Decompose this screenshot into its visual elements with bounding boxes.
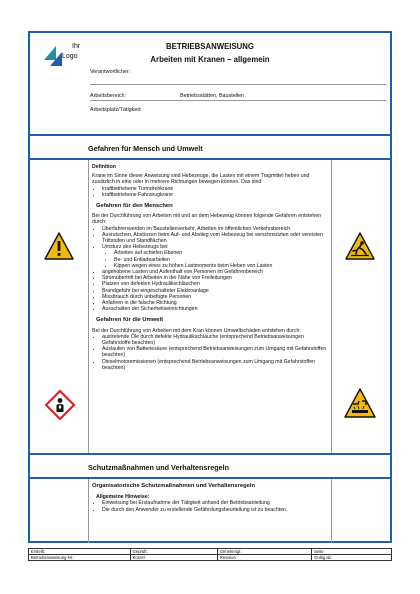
header-label: Arbeitsbereich: [90,93,126,99]
list-item: • Ausschalten der Sicherheitseinrichtungen [102,306,328,312]
list-item: • Platzen von defekten Hydraulikschläuchen [102,281,328,287]
footer-table [28,548,392,561]
table-row [29,555,392,561]
list-item: • Umsturz des Hebezeugs bei: [102,244,328,250]
logo-text-1: Ihr [72,43,81,50]
footer-cell: Seite [312,549,392,555]
footer-cell: Genehmigt: [217,549,311,555]
logo-text-2: Logo [62,53,78,60]
schutz-content [92,483,328,513]
env-list [92,334,328,371]
footer-cell: Kürzel: [130,555,217,561]
list-item: • Brandgefahr bei eingeschalteter Elektroanlage [102,288,328,294]
header-label: Verantwortlicher: [90,69,131,75]
people-list-b [92,269,328,312]
page-subtitle: Arbeiten mit Kranen – allgemein [150,55,270,64]
list-item: • austretende Öle durch defekte Hydraulikschläuche (entsprechend Betriebsanweisungen Gefahrstoffe beachten) [102,334,328,346]
list-item: • Anfahren in die falsche Richtung [102,300,328,306]
footer-cell: Betriebsanweisung-Nr.: [29,555,131,561]
list-item: • kraftbetriebene Fahrzeugkrane [102,192,328,198]
slip-hazard-icon [345,232,375,260]
general-heading: Allgemeine Hinweise: [96,494,150,501]
list-item: • Arbeiten auf schiefen Ebenen [114,250,328,256]
footer-cell: Revision: [217,555,311,561]
env-text: Bei der Durchführung von Arbeiten mit dem Kran können Umweltschäden entstehen durch: [92,327,301,334]
list-item: • Überfahrenwerden im Baustellenverkehr, Arbeiten im öffentlichen Verkehrsbereich [102,226,328,232]
environment-hazard-icon [344,388,376,418]
header-row-3 [90,101,386,117]
definition-text: Krane im Sinne dieser Anweisung sind Hebezeuge, die Lasten mit einem Tragmittel heben und zusätzlich in eine oder in mehrere Richtungen bewegen können. Das sind: [92,173,310,186]
people-sub-list [92,250,328,269]
list-item: • Missbrauch durch unbefugte Personen [102,294,328,300]
list-item: • Kippen wegen eines zu hohen Lastmoments beim Heben von Lasten [114,263,328,269]
section-title: Schutzmaßnahmen und Verhaltensregeln [88,463,229,472]
header-row-1 [90,69,386,85]
list-item: • Dieselmotoremissionen (entsprechend Betriebsanweisungen zum Umgang mit Gefahrstoffen beachten) [102,359,328,371]
footer-table-wrap [28,548,392,561]
definition-heading: Definition [92,164,116,170]
list-item: • Ausrutschen, Abstürzen beim Auf- und Abstieg vom Hebezeug bei verschmutzten oder vereisten Trittstufen und Standflächen [102,232,328,244]
warning-sign-icon [44,232,74,260]
gefahren-content [92,164,328,371]
org-heading: Organisatorische Schutzmaßnahmen und Verhaltensregeln [92,483,255,489]
people-list-a [92,226,328,251]
section-gefahren-bar [28,134,392,160]
list-item: • Be- und Entladearbeiten [114,257,328,263]
list-item: • Einweisung bei Erstaufnahme der Tätigkeit anhand der Betriebsanleitung [102,500,328,506]
definition-list [92,186,328,198]
env-heading: Gefahren für die Umwelt [96,317,163,324]
page-title: BETRIEBSANWEISUNG [166,42,254,51]
list-item: • Die durch den Anwender zu erstellende Gefährdungsbeurteilung ist zu beachten. [102,507,328,513]
list-item: • Stromübertritt bei Arbeiten in der Nähe von Freileitungen [102,275,328,281]
header-value: Betriebsstätten, Baustellen [180,93,245,99]
people-text: Bei der Durchführung von Arbeiten mit und an dem Hebezeug können folgende Gefahren entstehen durch: [92,213,321,226]
people-heading: Gefahren für den Menschen [96,203,173,210]
general-list [92,500,328,512]
footer-cell: Erstellt: [29,549,131,555]
header-block [28,31,392,134]
header-label: Arbeitsplatz/Tätigkeit: [90,107,142,113]
header-row-2 [90,85,386,101]
list-item: • Auslaufen von Batteriesäure (entsprechend Betriebsanweisungen zum Umgang mit Gefahrstoffen beachten) [102,346,328,358]
footer-cell: Gültig ab: [312,555,392,561]
list-item: • angehobene Lasten und Aufenthalt von Personen im Gefahrenbereich [102,269,328,275]
health-hazard-icon [45,390,75,420]
section-title: Gefahren für Mensch und Umwelt [88,144,203,153]
footer-cell: Geprüft: [130,549,217,555]
list-item: • kraftbetriebene Turmdrehkrane [102,186,328,192]
section-schutz-bar [28,453,392,479]
